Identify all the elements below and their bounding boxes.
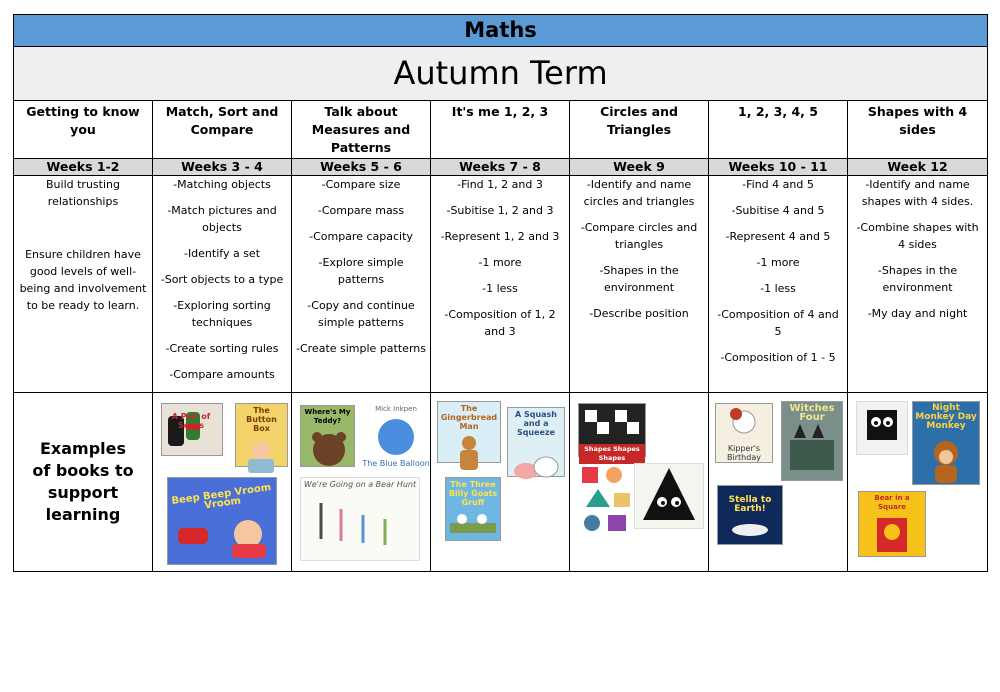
objective-item: -Identify and name circles and triangles: [583, 178, 695, 208]
book-title: Stella to Earth!: [728, 495, 772, 514]
book-cover: [578, 403, 646, 462]
objective-item: -Compare amounts: [169, 368, 275, 381]
topic-row: [14, 101, 988, 159]
objective-item: -Identify and name shapes with 4 sides.: [861, 178, 974, 208]
goats-illustration: [446, 509, 500, 535]
book-cover: [856, 401, 908, 455]
objective-item: -Exploring sorting techniques: [173, 299, 271, 329]
objective-item: -Explore simple patterns: [318, 256, 404, 286]
objectives-cell: [709, 176, 848, 393]
objective-item: -Shapes in the environment: [877, 264, 958, 294]
book-title: The Gingerbread Man: [440, 404, 498, 431]
objective-item: -Find 4 and 5: [742, 178, 814, 191]
objective-item: -Represent 1, 2 and 3: [440, 230, 560, 243]
weeks-row: [14, 159, 988, 176]
books-label: [14, 393, 153, 572]
books-cell: [292, 393, 431, 572]
book-title: The Button Box: [246, 406, 277, 433]
book-title: Bear in a Square: [874, 494, 910, 511]
book-cover: [161, 403, 223, 456]
book-cover: [858, 491, 926, 557]
book-cover: [715, 403, 773, 463]
topic-cell: Talk about Measures and Patterns: [292, 101, 431, 159]
author-name: Mick Inkpen: [375, 405, 417, 413]
objective-item: -Compare size: [321, 178, 401, 191]
book-cover: [717, 485, 783, 545]
book-title: Night Monkey Day Monkey: [915, 403, 977, 431]
witches-illustration: [782, 424, 842, 478]
topic-cell: 1, 2, 3, 4, 5: [709, 101, 848, 159]
books-cell: [431, 393, 570, 572]
objective-item: -Copy and continue simple patterns: [307, 299, 415, 329]
book-title: A Pair of Socks: [171, 412, 211, 430]
colorful-shapes-illustration: [578, 463, 634, 539]
topic-cell: It's me 1, 2, 3: [431, 101, 570, 159]
objectives-cell: [570, 176, 709, 393]
farm-animals-illustration: [508, 439, 564, 485]
bear-in-square-illustration: [859, 514, 925, 558]
book-title: Shapes Shapes Shapes: [579, 444, 645, 464]
objectives-cell: [848, 176, 988, 393]
weeks-cell: Weeks 1-2: [14, 159, 153, 176]
objective-item: -Matching objects: [173, 178, 271, 191]
rocket-illustration: [718, 516, 782, 546]
weeks-cell: Weeks 3 - 4: [153, 159, 292, 176]
topic-cell: Getting to know you: [14, 101, 153, 159]
book-title: Witches Four: [789, 403, 835, 423]
subject-header: Maths: [14, 15, 988, 47]
book-cover: [300, 477, 420, 561]
monkey-illustration: [913, 433, 979, 489]
topic-cell: Match, Sort and Compare: [153, 101, 292, 159]
bear-illustration: [301, 428, 354, 472]
objective-item: -Sort objects to a type: [160, 273, 284, 286]
objective-item: -Create simple patterns: [296, 342, 426, 355]
book-cover: [437, 401, 501, 463]
triangle-character-icon: [635, 464, 703, 528]
objective-item: -Composition of 4 and 5: [717, 308, 839, 338]
objective-item: -Find 1, 2 and 3: [457, 178, 543, 191]
checker-flags-illustration: [579, 404, 645, 442]
topic-cell: Circles and Triangles: [570, 101, 709, 159]
objective-item: -Identify a set: [183, 247, 261, 260]
objectives-row: [14, 176, 988, 393]
books-cell: [153, 393, 292, 572]
objective-item: -Combine shapes with 4 sides: [856, 221, 979, 251]
objective-item: -Match pictures and objects: [167, 204, 277, 234]
objective-item: -Compare circles and triangles: [580, 221, 698, 251]
objective-item: Ensure children have good levels of well-being and involvement to be ready to learn.: [19, 248, 147, 312]
weeks-cell: Week 9: [570, 159, 709, 176]
term-title: Autumn Term: [14, 47, 988, 101]
books-cell: [570, 393, 709, 572]
objectives-cell: [153, 176, 292, 393]
book-title: The Three Billy Goats Gruff: [448, 480, 498, 507]
book-title: Where's My Teddy?: [304, 408, 351, 425]
objective-item: -Create sorting rules: [165, 342, 279, 355]
books-row: [14, 393, 988, 572]
gingerbread-man-illustration: [438, 433, 500, 473]
child-with-buttons-illustration: [236, 435, 287, 475]
book-title: The Blue Balloon: [362, 459, 430, 468]
topic-cell: Shapes with 4 sides: [848, 101, 988, 159]
objectives-cell: [431, 176, 570, 393]
objective-item: -Compare capacity: [309, 230, 413, 243]
books-cell: [848, 393, 988, 572]
objective-item: -1 less: [760, 282, 796, 295]
book-cover: [634, 463, 704, 529]
book-cover: [167, 477, 277, 565]
weeks-cell: Week 12: [848, 159, 988, 176]
objective-item: -Subitise 1, 2 and 3: [446, 204, 554, 217]
objective-item: -Composition of 1 - 5: [720, 351, 836, 364]
books-cell: [709, 393, 848, 572]
objective-item: -My day and night: [867, 307, 968, 320]
toy-cars-illustration: [168, 510, 276, 560]
weeks-cell: Weeks 7 - 8: [431, 159, 570, 176]
objective-item: -Composition of 1, 2 and 3: [444, 308, 556, 338]
objectives-cell: [292, 176, 431, 393]
objectives-cell: [14, 176, 153, 393]
book-cover: [507, 407, 565, 477]
objective-item: -Shapes in the environment: [599, 264, 679, 294]
book-cover: [235, 403, 288, 467]
objective-item: -Represent 4 and 5: [725, 230, 831, 243]
objective-item: -Describe position: [589, 307, 689, 320]
balloon-illustration: [374, 417, 418, 457]
autumn-term-plan: [13, 14, 988, 572]
book-title: Beep Beep Vroom Vroom: [170, 482, 272, 512]
family-walking-illustration: [301, 491, 419, 555]
books-label-text: Examples of books to support learning: [32, 439, 134, 524]
objective-item: -1 more: [756, 256, 800, 269]
book-cover: [912, 401, 980, 485]
objective-item: -1 less: [482, 282, 518, 295]
dog-illustration: [716, 404, 772, 440]
book-title: Kipper's Birthday: [727, 444, 761, 462]
weeks-cell: Weeks 10 - 11: [709, 159, 848, 176]
objective-item: -Compare mass: [317, 204, 405, 217]
book-cover: [781, 401, 843, 481]
objective-item: -1 more: [478, 256, 522, 269]
objective-item: Build trusting relationships: [46, 178, 120, 208]
objective-item: -Subitise 4 and 5: [731, 204, 825, 217]
book-title: We're Going on a Bear Hunt: [303, 480, 417, 489]
weeks-cell: Weeks 5 - 6: [292, 159, 431, 176]
square-character-icon: [857, 402, 907, 454]
book-cover: [445, 477, 501, 541]
book-title: A Squash and a Squeeze: [514, 410, 557, 437]
book-cover: [300, 405, 355, 467]
